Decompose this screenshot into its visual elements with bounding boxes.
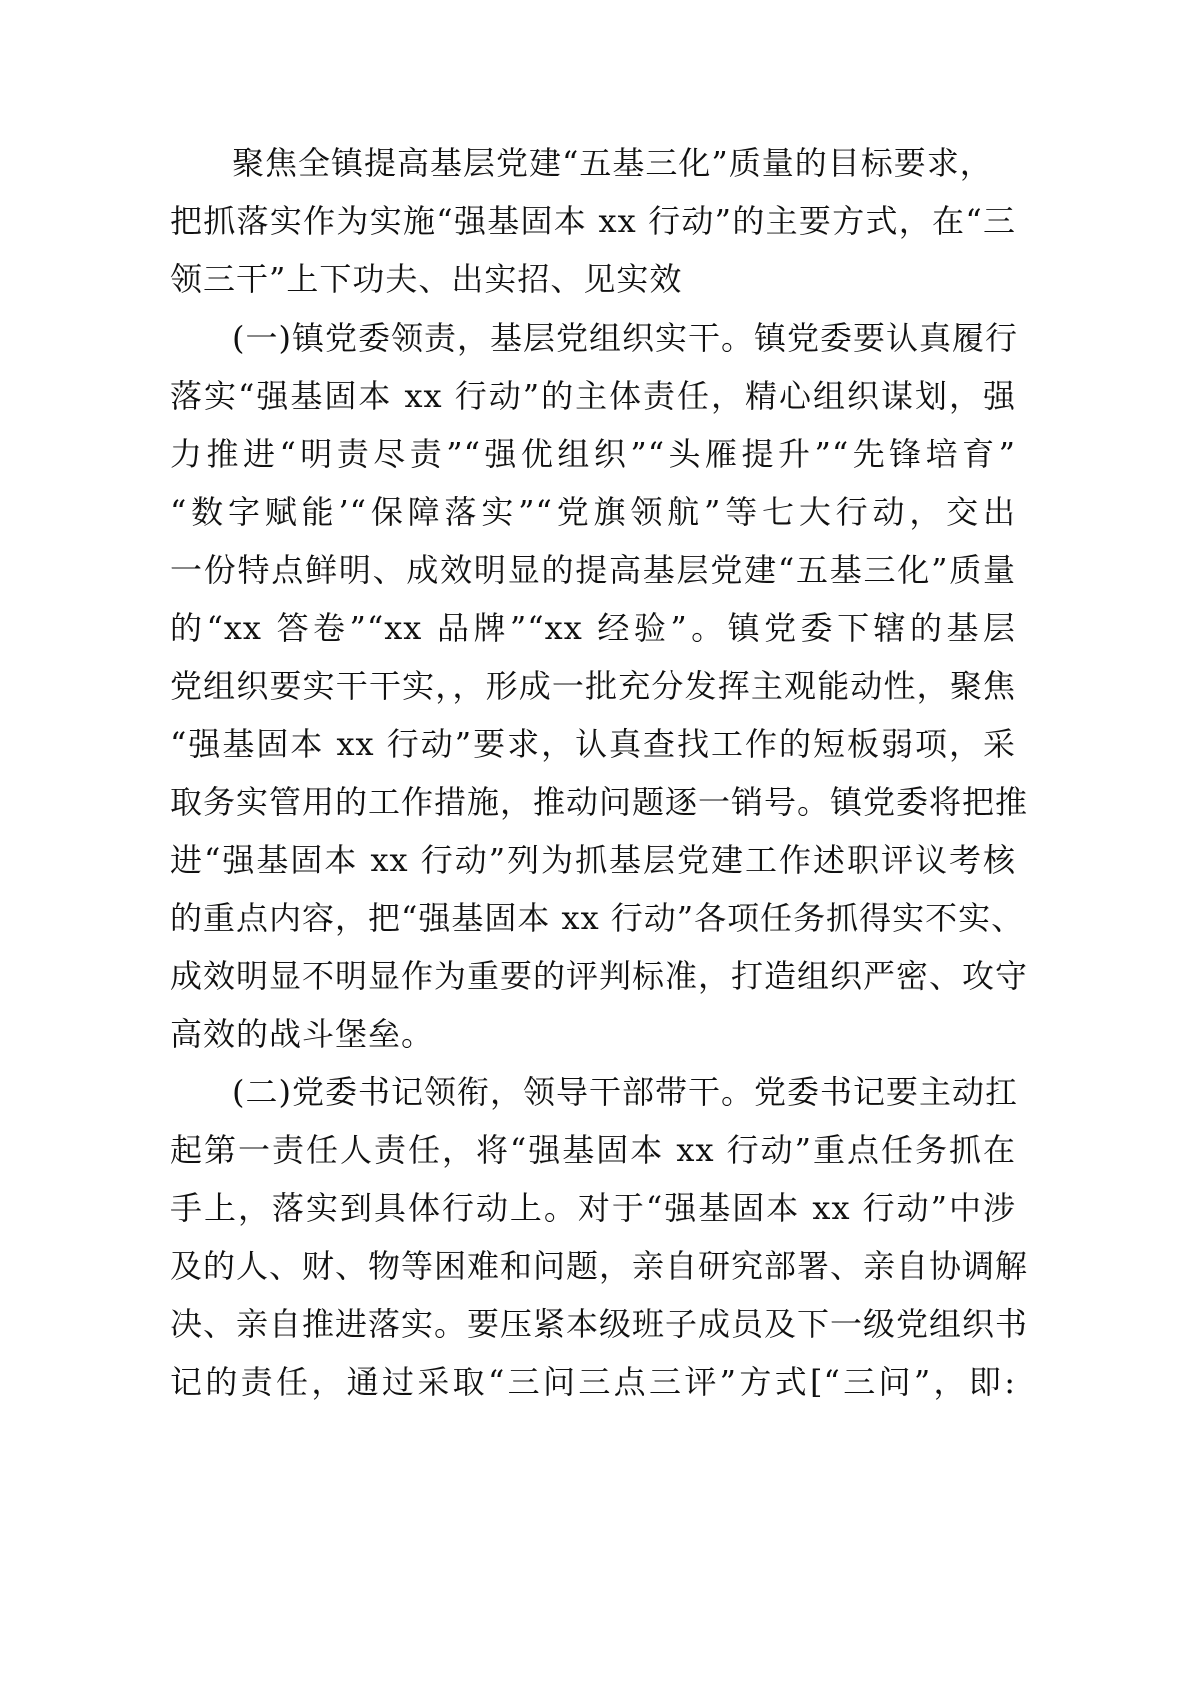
text-line: 高效的战斗堡垒。 [170,1015,435,1053]
text-line: 记的责任，通过采取“三问三点三评”方式[“三问”，即: [170,1363,1016,1401]
text-line: 成效明显不明显作为重要的评判标准，打造组织严密、攻守 [170,957,1029,995]
text-line: 决、亲自推进落实。要压紧本级班子成员及下一级党组织书 [170,1305,1029,1343]
text-line: 党组织要实干干实，，形成一批充分发挥主观能动性，聚焦 [170,667,1016,705]
text-line: 的重点内容，把“强基固本 xx 行动”各项任务抓得实不实、 [170,899,1025,937]
text-line: “数字赋能’“保障落实”“党旗领航”等七大行动，交出 [170,493,1016,531]
text-line: 及的人、财、物等困难和问题，亲自研究部署、亲自协调解 [170,1247,1029,1285]
text-line: 落实“强基固本 xx 行动”的主体责任，精心组织谋划，强 [170,377,1016,415]
text-line: 聚焦全镇提高基层党建“五基三化”质量的目标要求， [232,144,993,182]
text-line: 的“xx 答卷”“xx 品牌”“xx 经验”。镇党委下辖的基层 [170,609,1016,647]
text-line: (一)镇党委领责，基层党组织实干。镇党委要认真履行 [232,319,1018,357]
text-line: 取务实管用的工作措施，推动问题逐一销号。镇党委将把推 [170,783,1029,821]
text-line: (二)党委书记领衔，领导干部带干。党委书记要主动扛 [232,1073,1018,1111]
text-line: 力推进“明责尽责”“强优组织”“头雁提升”“先锋培育” [170,435,1016,473]
text-line: 把抓落实作为实施“强基固本 xx 行动”的主要方式，在“三 [170,202,1016,240]
text-line: 手上，落实到具体行动上。对于“强基固本 xx 行动”中涉 [170,1189,1016,1227]
text-line: 起第一责任人责任，将“强基固本 xx 行动”重点任务抓在 [170,1131,1016,1169]
text-line: 一份特点鲜明、成效明显的提高基层党建“五基三化”质量 [170,551,1016,589]
text-line: 领三干”上下功夫、出实招、见实效 [170,260,683,298]
text-line: “强基固本 xx 行动”要求，认真查找工作的短板弱项，采 [170,725,1016,763]
text-line: 进“强基固本 xx 行动”列为抓基层党建工作述职评议考核 [170,841,1016,879]
